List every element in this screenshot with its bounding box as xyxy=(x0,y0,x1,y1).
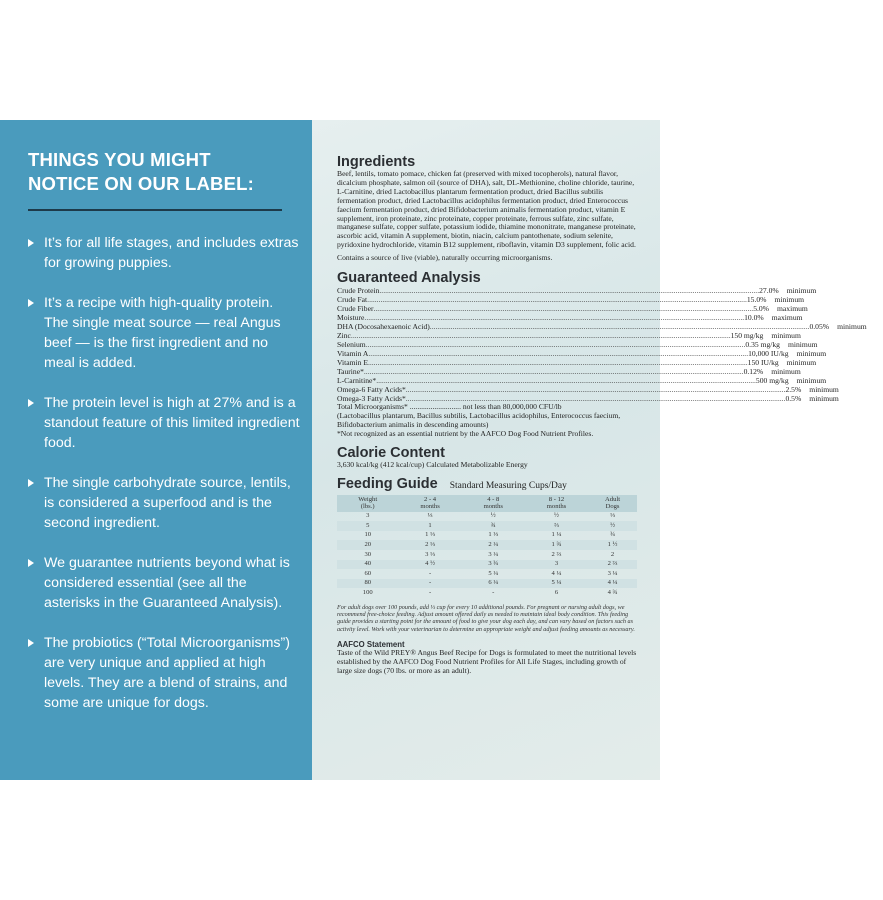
feeding-cell: - xyxy=(428,588,432,596)
analysis-qualifier: minimum xyxy=(787,340,818,350)
feeding-cell: ½ xyxy=(490,512,496,520)
column-header: Adult Dogs xyxy=(588,495,637,512)
feeding-row xyxy=(337,579,637,589)
calorie-text: 3,630 kcal/kg (412 kcal/cup) Calculated Metabolizable Energy xyxy=(337,459,528,469)
bullet-arrow-icon xyxy=(28,639,34,647)
analysis-nutrient: Taurine* xyxy=(337,367,364,377)
analysis-row xyxy=(337,358,817,368)
analysis-qualifier: minimum xyxy=(786,358,817,368)
notes-heading-line2: NOTICE ON OUR LABEL: xyxy=(28,173,254,194)
analysis-value: 27.0% xyxy=(759,286,779,296)
analysis-value: 500 mg/kg xyxy=(755,376,789,386)
analysis-row xyxy=(337,349,827,359)
analysis-nutrient: Crude Protein xyxy=(337,286,380,296)
analysis-nutrient: Selenium xyxy=(337,340,366,350)
analysis-title: Guaranteed Analysis xyxy=(337,270,481,287)
notes-heading-line1: THINGS YOU MIGHT xyxy=(28,149,211,170)
analysis-nutrient: L-Carnitine* xyxy=(337,376,377,386)
microorganisms-line: Total Microorganisms* ........................... not less than 80,000,000 CFU/lb xyxy=(337,402,562,412)
feeding-cell: ⅓ xyxy=(610,512,616,520)
label-notes-panel xyxy=(0,120,312,780)
analysis-value: 0.05% xyxy=(809,322,830,332)
feeding-cell: 1 ½ xyxy=(588,540,637,550)
notes-heading xyxy=(28,148,254,196)
heading-divider xyxy=(28,209,282,211)
feeding-cell: 80 xyxy=(337,579,398,589)
note-item: The probiotics (“Total Microorganisms”) are very unique and applied at high levels. They are a blend of strains, and some are unique for dogs. xyxy=(28,633,300,713)
analysis-nutrient: DHA (Docosahexaenoic Acid) xyxy=(337,322,430,332)
feeding-row xyxy=(337,560,637,570)
feeding-cell: ¾ xyxy=(610,531,616,539)
feeding-cell: ½ xyxy=(588,521,637,531)
feeding-cell: 60 xyxy=(364,569,372,577)
analysis-value: 2.5% xyxy=(785,385,802,395)
notes-list xyxy=(28,233,300,713)
feeding-cell: 4 ¼ xyxy=(551,569,562,577)
feeding-cell: 2 ¼ xyxy=(462,540,525,550)
analysis-row xyxy=(337,322,867,332)
column-header: Weight (lbs.) xyxy=(337,495,398,512)
note-item: The single carbohydrate source, lentils, is considered a superfood and is the second ingredient. xyxy=(28,473,300,533)
analysis-nutrient: Moisture xyxy=(337,313,365,323)
analysis-qualifier: minimum xyxy=(796,376,827,386)
analysis-nutrient: Omega-6 Fatty Acids* xyxy=(337,385,406,395)
column-header: 8 - 12 months xyxy=(525,495,588,512)
feeding-cell: 2 ⅔ xyxy=(588,560,637,570)
analysis-nutrient: Zinc xyxy=(337,331,351,341)
aafco-text: Taste of the Wild PREY® Angus Beef Recipe for Dogs is formulated to meet the nutritional levels established by the AAFCO Dog Food Nutrient Profiles for All Life Stages, including growth of large size dogs (70 lbs. or more as an adult). xyxy=(337,647,637,675)
bullet-arrow-icon xyxy=(28,479,34,487)
feeding-row xyxy=(337,521,637,531)
feeding-cell: 4 ½ xyxy=(398,560,461,570)
feeding-cell: 30 xyxy=(364,550,372,558)
feeding-cell: 3 ⅓ xyxy=(425,550,436,558)
leader-dots: ........................................................................................................................................................................................................ xyxy=(376,376,756,386)
feeding-cell: 5 ¼ xyxy=(525,579,588,589)
feeding-note: For adult dogs over 100 pounds, add ⅓ cup for every 10 additional pounds. For pregnant or nursing adult dogs, we recommend free-choice feeding. Adjust amount offered daily as needed to maintain ideal body condition. This feeding guide provides a starting point for the amount of food to give your dog each day, and can vary based on factors such as activity level. Work with your veterinarian to determine an appropriate weight and adjust feeding amounts as necessary. xyxy=(337,603,635,633)
leader-dots: ........................................................................................................................................................................................................ xyxy=(373,304,754,314)
feeding-cell: 1 ⅓ xyxy=(488,531,499,539)
analysis-value: 0.5% xyxy=(785,394,802,404)
analysis-row xyxy=(337,295,805,305)
feeding-subtitle: Standard Measuring Cups/Day xyxy=(449,480,567,491)
analysis-nutrient: Crude Fat xyxy=(337,295,368,305)
column-header: 2 - 4 months xyxy=(398,495,461,512)
analysis-qualifier: minimum xyxy=(771,367,801,377)
feeding-cell: ¾ xyxy=(462,521,525,531)
note-item: It’s for all life stages, and includes extras for growing puppies. xyxy=(28,233,300,273)
feeding-cell: 1 xyxy=(398,521,461,531)
analysis-value: 150 mg/kg xyxy=(730,331,764,341)
feeding-cell: 1 ⅓ xyxy=(425,531,436,539)
feeding-cell: 4 ¾ xyxy=(607,588,618,596)
feeding-cell: 1 ¾ xyxy=(525,540,588,550)
analysis-value: 5.0% xyxy=(753,304,770,314)
note-item: The protein level is high at 27% and is a standout feature of this limited ingredient food. xyxy=(28,393,300,453)
leader-dots: ........................................................................................................................................................................................................ xyxy=(365,340,746,350)
feeding-cell: 2 xyxy=(610,550,615,558)
feeding-cell: 100 xyxy=(362,588,373,596)
feeding-row xyxy=(337,512,637,522)
feeding-cell: 40 xyxy=(337,560,398,570)
feeding-row xyxy=(337,588,637,598)
bullet-arrow-icon xyxy=(28,239,34,247)
column-header: 4 - 8 months xyxy=(462,495,525,512)
analysis-qualifier: minimum xyxy=(809,394,839,404)
analysis-qualifier: minimum xyxy=(774,295,805,305)
feeding-cell: 20 xyxy=(337,540,398,550)
analysis-nutrient: Vitamin E xyxy=(337,358,368,368)
analysis-qualifier: minimum xyxy=(809,385,839,395)
leader-dots: ........................................................................................................................................................................................................ xyxy=(367,358,748,368)
analysis-qualifier: minimum xyxy=(771,331,801,341)
aafco-title: AAFCO Statement xyxy=(337,639,405,649)
leader-dots: ........................................................................................................................................................................................................ xyxy=(429,322,810,332)
analysis-value: 0.35 mg/kg xyxy=(745,340,780,350)
analysis-row xyxy=(337,304,808,314)
ingredients-note: Contains a source of live (viable), naturally occurring microorganisms. xyxy=(337,253,553,263)
analysis-row xyxy=(337,340,818,350)
feeding-cell: 3 xyxy=(525,560,588,570)
analysis-value: 0.12% xyxy=(743,367,764,377)
feeding-row xyxy=(337,531,637,541)
note-item: It’s a recipe with high-quality protein. The single meat source — real Angus beef — is the first ingredient and no meal is added. xyxy=(28,293,300,373)
analysis-qualifier: maximum xyxy=(771,313,803,323)
feeding-cell: 2 ⅔ xyxy=(551,550,562,558)
analysis-value: 10,000 IU/kg xyxy=(748,349,789,359)
feeding-row xyxy=(337,569,637,579)
feeding-cell: 1 ¼ xyxy=(551,531,562,539)
analysis-row xyxy=(337,331,801,341)
analysis-qualifier: maximum xyxy=(777,304,808,314)
leader-dots: ........................................................................................................................................................................................................ xyxy=(405,394,786,404)
feeding-cell: - xyxy=(492,588,495,596)
analysis-qualifier: minimum xyxy=(786,286,817,296)
label-content xyxy=(337,154,867,675)
feeding-table-header xyxy=(337,495,637,512)
feeding-cell: 3 xyxy=(366,512,370,520)
note-item: We guarantee nutrients beyond what is considered essential (see all the asterisks in the Guaranteed Analysis). xyxy=(28,553,300,613)
feeding-cell: 5 ¼ xyxy=(488,569,499,577)
analysis-value: 150 IU/kg xyxy=(747,358,779,368)
leader-dots: ........................................................................................................................................................................................................ xyxy=(405,385,786,395)
leader-dots: ........................................................................................................................................................................................................ xyxy=(368,349,749,359)
feeding-cell: - xyxy=(428,569,432,577)
microorganisms-strains: (Lactobacillus plantarum, Bacillus subtilis, Lactobacillus acidophilus, Enterococcus faecium, Bifidobacterium animalis in descending amounts) xyxy=(337,410,621,429)
feeding-cell: ⅔ xyxy=(525,521,588,531)
feeding-cell: 3 ¼ xyxy=(488,550,499,558)
analysis-value: 10.0% xyxy=(744,313,764,323)
bullet-arrow-icon xyxy=(28,399,34,407)
analysis-qualifier: minimum xyxy=(796,349,827,359)
feeding-cell: 10 xyxy=(364,531,372,539)
analysis-nutrient: Omega-3 Fatty Acids* xyxy=(337,394,406,404)
analysis-row xyxy=(337,376,827,386)
label-panel xyxy=(312,120,867,780)
feeding-header xyxy=(337,476,637,492)
leader-dots: ........................................................................................................................................................................................................ xyxy=(364,313,745,323)
analysis-nutrient: Crude Fiber xyxy=(337,304,374,314)
analysis-row xyxy=(337,313,803,323)
feeding-row xyxy=(337,540,637,550)
feeding-cell: 5 xyxy=(337,521,398,531)
feeding-table xyxy=(337,495,637,598)
analysis-row xyxy=(337,367,801,377)
feeding-cell: ⅓ xyxy=(427,512,433,520)
analysis-footnote: *Not recognized as an essential nutrient by the AAFCO Dog Food Nutrient Profiles. xyxy=(337,428,594,438)
feeding-cell: 4 ¼ xyxy=(588,579,637,589)
ingredients-title: Ingredients xyxy=(337,154,416,170)
ingredients-text: Beef, lentils, tomato pomace, chicken fat (preserved with mixed tocopherols), natural flavor, dicalcium phosphate, salmon oil (source of DHA), salt, DL-Methionine, choline chloride, taurine, L-Carnitine, dried Lactobacillus plantarum fermentation product, dried Bacillus subtilis fermentation product, dried Lactobacillus acidophilus fermentation product, dried Enterococcus faecium fermentation product, dried Bifidobacterium animalis fermentation product, vitamin E supplement, iron proteinate, zinc proteinate, copper proteinate, ferrous sulfate, zinc sulfate, manganese sulfate, copper sulfate, potassium iodide, thiamine mononitrate, manganese proteinate, ascorbic acid, vitamin A supplement, biotin, niacin, calcium pantothenate, sodium selenite, pyridoxine hydrochloride, vitamin B12 supplement, riboflavin, vitamin D3 supplement, folic acid. xyxy=(337,169,636,250)
analysis-row xyxy=(337,385,839,395)
analysis-qualifier: minimum xyxy=(837,322,867,332)
feeding-cell: - xyxy=(398,579,461,589)
analysis-table xyxy=(337,286,867,404)
bullet-arrow-icon xyxy=(28,299,34,307)
analysis-nutrient: Vitamin A xyxy=(337,349,369,359)
feeding-cell: 2 ⅓ xyxy=(398,540,461,550)
feeding-cell: 6 xyxy=(554,588,559,596)
leader-dots: ........................................................................................................................................................................................................ xyxy=(350,331,731,341)
feeding-row xyxy=(337,550,637,560)
leader-dots: ........................................................................................................................................................................................................ xyxy=(379,286,760,296)
feeding-cell: 6 ¼ xyxy=(462,579,525,589)
feeding-cell: 3 ¾ xyxy=(462,560,525,570)
leader-dots: ........................................................................................................................................................................................................ xyxy=(363,367,744,377)
leader-dots: ........................................................................................................................................................................................................ xyxy=(367,295,747,305)
feeding-title: Feeding Guide xyxy=(337,475,438,492)
analysis-value: 15.0% xyxy=(746,295,767,305)
feeding-cell: ½ xyxy=(554,512,559,520)
feeding-cell: 3 ¼ xyxy=(607,569,618,577)
calorie-title: Calorie Content xyxy=(337,444,445,461)
bullet-arrow-icon xyxy=(28,559,34,567)
analysis-row xyxy=(337,286,817,296)
